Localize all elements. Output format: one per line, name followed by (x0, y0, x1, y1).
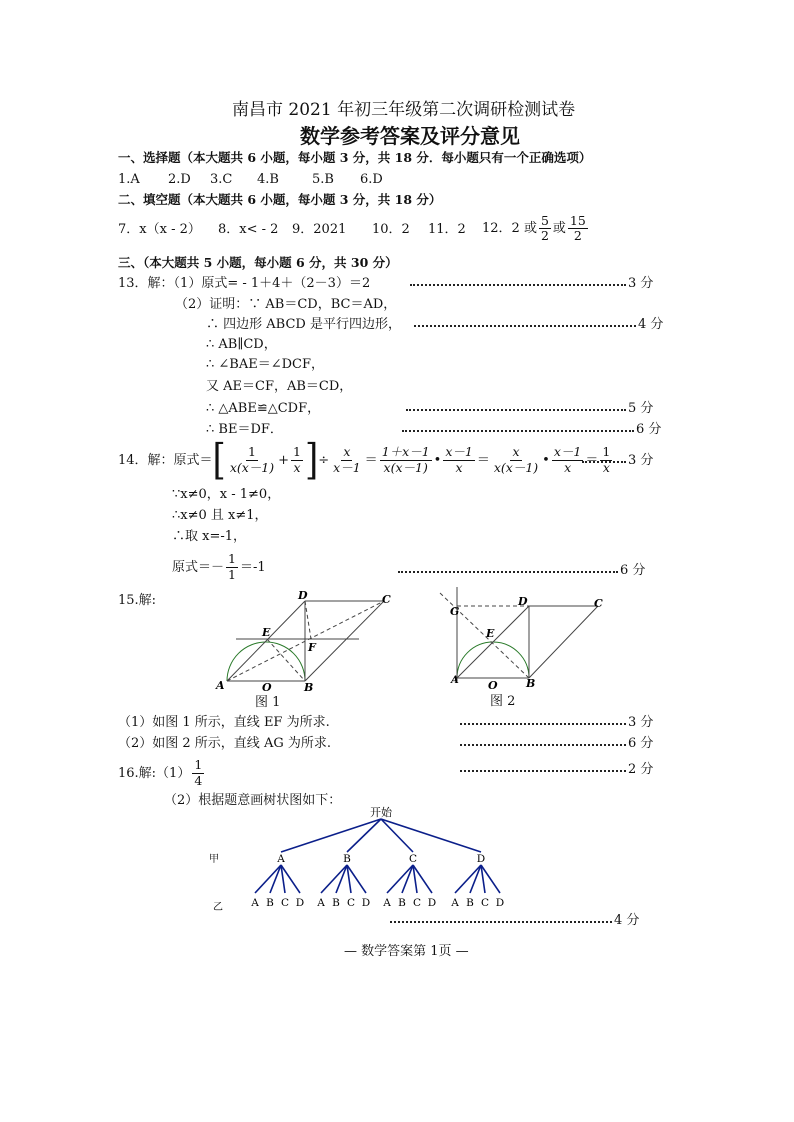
tree-leaf-line (255, 865, 281, 893)
frac-denominator: 1 (228, 566, 236, 582)
segment-df (305, 601, 311, 639)
point-d-label: D (518, 595, 528, 608)
frac-numerator: 1 (602, 444, 611, 460)
tree-leaf-a: A (451, 897, 459, 909)
frac-numerator: x (512, 444, 520, 460)
q13-line7: ∴ △ABE≌△CDF， (206, 401, 321, 416)
point-c-label: C (382, 593, 391, 606)
section1-answer-1: 1.A (118, 172, 140, 187)
q14-line3: ∴x≠0 且 x≠1， (172, 508, 268, 523)
tree-leaf-line (270, 865, 281, 893)
score-leader (406, 409, 626, 411)
point-c-label: C (594, 597, 603, 610)
q13-line3: ∴ 四边形 ABCD 是平行四边形， (206, 317, 401, 332)
frac-denominator: x (564, 459, 572, 475)
figure-2 (438, 585, 618, 693)
frac-numerator: 1 (293, 444, 301, 460)
equals-sign: ＝ (364, 452, 378, 468)
q14-frac8 (600, 445, 612, 475)
tree-leaf-line (402, 865, 413, 893)
section1-answer-2: 2.D (168, 172, 191, 187)
q16-score1: 2 分 (628, 762, 654, 777)
answer-9: 9．2021 (292, 222, 347, 237)
figure-1 (212, 585, 402, 695)
q16-line2: （2）根据题意画树状图如下： (164, 793, 342, 808)
answer-10: 10．2 (372, 222, 410, 237)
score-leader (402, 430, 634, 432)
exam-title: 南昌市 2021 年初三年级第二次调研检测试卷 (232, 100, 576, 120)
section1-answer-5: 5.B (312, 172, 334, 187)
divide-sign: ÷ (318, 452, 330, 468)
tree-leaf-line (455, 865, 481, 893)
q14-line5-prefix: 原式＝－ (172, 559, 225, 575)
q15-score1: 3 分 (628, 715, 654, 730)
tree-leaf-line (321, 865, 347, 893)
frac-denominator: x(x－1) (229, 459, 275, 475)
equals-sign: ＝ (476, 452, 490, 468)
section1-answer-6: 6.D (360, 172, 383, 187)
tree-leaf-c: C (346, 897, 356, 909)
q14-frac3 (331, 445, 363, 475)
point-a-label: A (216, 679, 225, 692)
frac-numerator: 5 (540, 213, 549, 228)
q14-line5-frac (226, 552, 238, 582)
q14-score2: 6 分 (620, 563, 646, 578)
q14-frac2 (291, 445, 303, 475)
answer-8: 8．x< - 2 (218, 222, 279, 237)
q14-frac7 (552, 445, 584, 475)
frac-numerator: 15 (569, 213, 586, 228)
q14-line5 (172, 550, 266, 584)
q14-label: 14．解：原式＝ (118, 452, 213, 468)
tree-leaf-c: C (480, 897, 490, 909)
tree-leaf-line (387, 865, 413, 893)
frac-denominator: 2 (573, 228, 582, 244)
frac-denominator: 2 (540, 228, 549, 244)
tree-leaf-b: B (398, 897, 406, 909)
tree-leaf-c: C (280, 897, 290, 909)
tree-leaf-a: A (317, 897, 325, 909)
q14-frac4 (380, 445, 432, 475)
frac-denominator: 4 (194, 772, 203, 788)
score-leader (398, 571, 618, 573)
q13-score1: 3 分 (628, 276, 654, 291)
plus-sign: + (278, 452, 290, 468)
answer-12-or: 或 (552, 221, 566, 237)
q15-label: 15.解: (118, 593, 157, 608)
tree-leaf-d: D (495, 897, 505, 909)
q13-line8: ∴ BE＝DF． (206, 422, 283, 437)
frac-numerator: x (343, 444, 351, 460)
score-leader (460, 744, 626, 746)
q14-expression (118, 435, 614, 485)
multiply-dot: • (542, 452, 550, 468)
page-footer: — 数学答案第 1页 — (344, 944, 469, 959)
q13-score2: 4 分 (638, 317, 664, 332)
score-leader (582, 461, 626, 463)
point-o-label: O (262, 681, 272, 694)
tree-node-a: A (277, 853, 285, 865)
answer-12-frac1 (539, 214, 551, 244)
semicircle-arc (457, 642, 529, 678)
tree-leaf-a: A (251, 897, 259, 909)
score-leader (390, 921, 612, 923)
tree-leaf-d: D (295, 897, 305, 909)
answer-12-frac2 (568, 214, 588, 244)
tree-row2-label: 乙 (213, 902, 223, 913)
frac-denominator: x (455, 459, 463, 475)
q14-frac6 (492, 445, 540, 475)
score-leader (410, 284, 626, 286)
section3-heading: 三、（本大题共 5 小题，每小题 6 分，共 30 分） (118, 255, 398, 270)
q14-line5-suffix: ＝-1 (239, 559, 266, 575)
score-leader (414, 325, 636, 327)
frac-denominator: x(x－1) (493, 459, 539, 475)
frac-numerator: 1 (194, 757, 203, 773)
frac-numerator: 1＋x－1 (381, 444, 430, 460)
q14-score1: 3 分 (628, 453, 654, 468)
q14-line2: ∵x≠0，x - 1≠0， (172, 487, 281, 502)
q13-line1: 13．解：（1）原式= - 1＋4＋（2－3）＝2 (118, 276, 371, 291)
q14-frac5 (443, 445, 475, 475)
q16-frac (192, 758, 204, 788)
answer-11: 11．2 (428, 222, 466, 237)
q15-line2: （2）如图 2 所示，直线 AG 为所求. (118, 736, 331, 751)
point-a-label: A (451, 675, 459, 686)
equals-sign: ＝ (585, 452, 599, 468)
q16-label: 16.解:（1） (118, 765, 191, 781)
point-f-label: F (308, 641, 316, 654)
tree-leaf-b: B (266, 897, 274, 909)
segment-bc (305, 601, 384, 681)
tree-root-label: 开始 (370, 806, 392, 819)
tree-node-c: C (408, 853, 418, 865)
point-b-label: B (526, 677, 536, 690)
q16-score2: 4 分 (614, 913, 640, 928)
q13-score4: 6 分 (636, 422, 662, 437)
frac-denominator: x(x－1) (383, 459, 428, 475)
q14-line4: ∴取 x=-1， (172, 529, 247, 544)
tree-leaf-b: B (332, 897, 340, 909)
q13-line4: ∴ AB∥CD， (206, 337, 277, 352)
frac-denominator: x－1 (333, 459, 361, 475)
tree-leaf-c: C (412, 897, 422, 909)
q14-frac1 (228, 445, 276, 475)
answer-subtitle: 数学参考答案及评分意见 (300, 124, 520, 148)
point-e-label: E (486, 627, 495, 640)
segment-bc (529, 606, 598, 678)
point-e-label: E (262, 626, 271, 639)
q13-line6: 又 AE＝CF，AB＝CD， (206, 379, 353, 394)
tree-node-b: B (343, 853, 351, 865)
tree-leaf-line (470, 865, 481, 893)
point-d-label: D (298, 589, 308, 602)
frac-numerator: 1 (247, 444, 256, 460)
figure-1-caption: 图 1 (255, 695, 281, 710)
q13-score3: 5 分 (628, 401, 654, 416)
tree-leaf-d: D (361, 897, 371, 909)
q13-line5: ∴ ∠BAE＝∠DCF， (206, 357, 325, 372)
figure-2-caption: 图 2 (490, 694, 516, 709)
q15-score2: 6 分 (628, 736, 654, 751)
tree-leaf-line (336, 865, 347, 893)
segment-ad (227, 601, 305, 681)
frac-numerator: x－1 (553, 444, 582, 460)
frac-denominator: x (293, 459, 301, 475)
section1-answer-3: 3.C (210, 172, 233, 187)
point-b-label: B (304, 681, 314, 694)
tree-diagram (200, 804, 530, 916)
answer-12 (482, 214, 590, 244)
answer-7: 7．x（x - 2） (118, 222, 201, 237)
frac-numerator: x－1 (445, 444, 473, 460)
tree-branch-line (281, 819, 381, 852)
q13-line2: （2）证明：∵ AB＝CD，BC＝AD， (175, 297, 397, 312)
frac-numerator: 1 (228, 551, 236, 567)
score-leader (460, 723, 626, 725)
score-leader (460, 770, 626, 772)
tree-node-d: D (476, 853, 486, 865)
tree-branch-lines (255, 819, 500, 893)
multiply-dot: • (433, 452, 442, 468)
q16-part1 (118, 756, 206, 790)
tree-leaf-a: A (383, 897, 391, 909)
section1-answer-4: 4.B (257, 172, 279, 187)
frac-denominator: x (602, 459, 610, 475)
tree-row1-label: 甲 (209, 854, 219, 865)
section2-heading: 二、填空题（本大题共 6 小题，每小题 3 分，共 18 分） (118, 192, 442, 207)
left-bracket: [ (212, 435, 226, 485)
point-g-label: G (450, 605, 460, 618)
q15-line1: （1）如图 1 所示，直线 EF 为所求. (118, 715, 330, 730)
right-bracket: ] (304, 435, 319, 485)
section1-heading: 一、选择题（本大题共 6 小题，每小题 3 分，共 18 分．每小题只有一个正确选项） (118, 150, 592, 165)
tree-leaf-d: D (427, 897, 437, 909)
answer-12-prefix: 12．2 或 (482, 221, 537, 237)
tree-leaf-b: B (466, 897, 474, 909)
point-o-label: O (488, 679, 498, 692)
